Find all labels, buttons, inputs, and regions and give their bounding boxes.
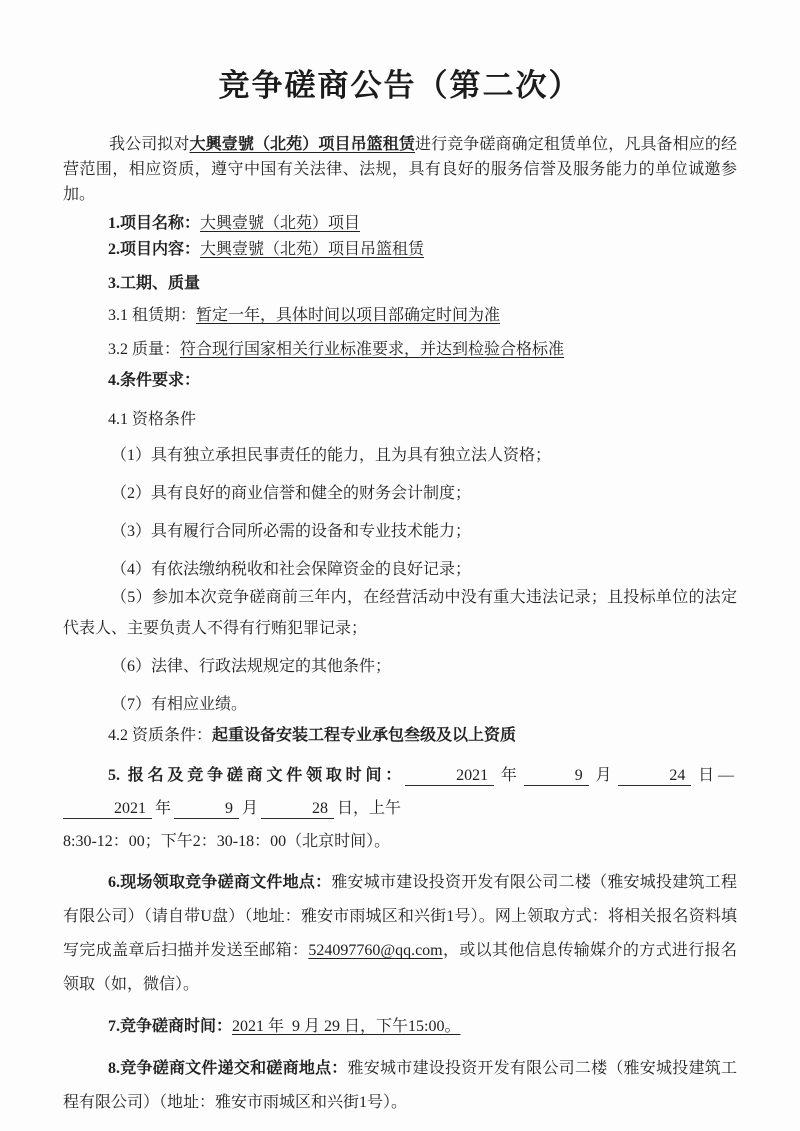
item-credential-condition xyxy=(63,720,737,751)
intro-project-name: 大興壹號（北苑）项目吊篮租赁 xyxy=(189,136,415,153)
section-requirements-label: 4.条件要求： xyxy=(108,372,201,389)
item-project-content-label: 2.项目内容： xyxy=(108,241,201,258)
start-month-blank: 9 xyxy=(524,767,589,786)
qualification-item-5: （5）参加本次竞争磋商前三年内，在经营活动中没有重大违法记录；且投标单位的法定代表人、主要负责人不得有行贿犯罪记录； xyxy=(63,589,737,637)
section-requirements xyxy=(63,367,737,394)
section-duration-quality xyxy=(63,270,737,297)
item-project-content xyxy=(63,237,737,263)
item-document-pickup-location-label: 6.现场领取竞争磋商文件地点： xyxy=(108,874,332,891)
item-project-name-value: 大興壹號（北苑）项目 xyxy=(200,215,361,232)
qualification-item-4: （4）有依法缴纳税收和社会保障资金的良好记录； xyxy=(111,561,472,578)
day-unit-tail: 日，上午 xyxy=(337,800,402,817)
end-month-blank: 9 xyxy=(174,800,239,819)
intro-lead: 我公司拟对 xyxy=(109,136,190,153)
item-negotiation-time-value: 2021 年 9 月 29 日，下午15:00。 xyxy=(232,1018,461,1035)
item-project-name xyxy=(63,211,737,237)
item-project-name-label: 1.项目名称： xyxy=(108,215,201,232)
item-lease-term xyxy=(63,302,737,329)
item-registration-time xyxy=(63,759,737,858)
item-negotiation-time-label: 7.竞争磋商时间： xyxy=(108,1018,233,1035)
qualification-item-1: （1）具有独立承担民事责任的能力，且为具有独立法人资格； xyxy=(111,447,552,464)
start-day-blank: 24 xyxy=(618,767,691,786)
item-document-pickup-location xyxy=(63,866,737,1002)
pickup-location-tail: ，或以其他信息传输媒介的方式进行报名领取（如，微信）。 xyxy=(63,942,737,993)
item-quality-label: 3.2 质量： xyxy=(108,341,181,358)
item-quality xyxy=(63,336,737,363)
item-submission-location xyxy=(63,1052,737,1120)
section-duration-quality-label: 3.工期、质量 xyxy=(108,275,201,292)
item-credential-condition-value: 起重设备安装工程专业承包叁级及以上资质 xyxy=(212,727,517,744)
registration-hours: 8:30-12：00；下午2：30-18：00（北京时间）。 xyxy=(63,833,391,850)
qualification-item-7: （7）有相应业绩。 xyxy=(111,696,248,713)
item-credential-condition-label: 4.2 资质条件： xyxy=(108,727,213,744)
item-quality-value: 符合现行国家相关行业标准要求，并达到检验合格标准 xyxy=(180,341,565,358)
qualification-item-3: （3）具有履行合同所必需的设备和专业技术能力； xyxy=(111,523,472,540)
qualification-item-6: （6）法律、行政法规规定的其他条件； xyxy=(111,658,392,675)
intro-rest: 进行竞争磋商确定租赁单位，凡具备相应的经营范围，相应资质，遵守中国有关法律、法规，具有良好的服务信誉及服务能力的单位诚邀参加。 xyxy=(63,136,737,203)
month-unit: 月 xyxy=(591,767,616,784)
section-qualification-conditions xyxy=(63,406,737,433)
end-day-blank: 28 xyxy=(261,800,334,819)
item-registration-time-label: 5. 报名及竞争磋商文件领取时间： xyxy=(108,767,406,784)
year-unit: 年 xyxy=(497,767,521,784)
item-lease-term-label: 3.1 租赁期： xyxy=(108,307,197,324)
pickup-location-text: 雅安城市建设投资开发有限公司二楼（雅安城投建筑工程有限公司）（请自带U盘）（地址：雅安市雨城区和兴街1号）。网上领取方式：将相关报名资料填写完成盖章后扫描并发送至邮箱： xyxy=(63,874,737,959)
year-unit-2: 年 xyxy=(155,800,172,817)
item-negotiation-time xyxy=(63,1011,737,1042)
qualification-item-2: （2）具有良好的商业信誉和健全的财务会计制度； xyxy=(111,485,472,502)
end-year-blank: 2021 xyxy=(63,800,152,819)
email-text: 524097760@qq.com xyxy=(308,942,443,959)
item-submission-location-value: 雅安城市建设投资开发有限公司二楼（雅安城投建筑工程有限公司）（地址：雅安市雨城区和兴街1号）。 xyxy=(63,1060,737,1111)
page-title: 竞争磋商公告（第二次） xyxy=(218,68,582,103)
month-unit-2: 月 xyxy=(242,800,259,817)
start-year-blank: 2021 xyxy=(405,767,494,786)
section-qualification-conditions-label: 4.1 资格条件 xyxy=(108,411,197,428)
item-submission-location-label: 8.竞争磋商文件递交和磋商地点： xyxy=(108,1060,348,1077)
item-project-content-value: 大興壹號（北苑）项目吊篮租赁 xyxy=(200,241,425,258)
item-lease-term-value: 暂定一年，具体时间以项目部确定时间为准 xyxy=(196,307,501,324)
intro-paragraph xyxy=(63,132,737,207)
day-unit-dash: 日— xyxy=(694,767,734,784)
